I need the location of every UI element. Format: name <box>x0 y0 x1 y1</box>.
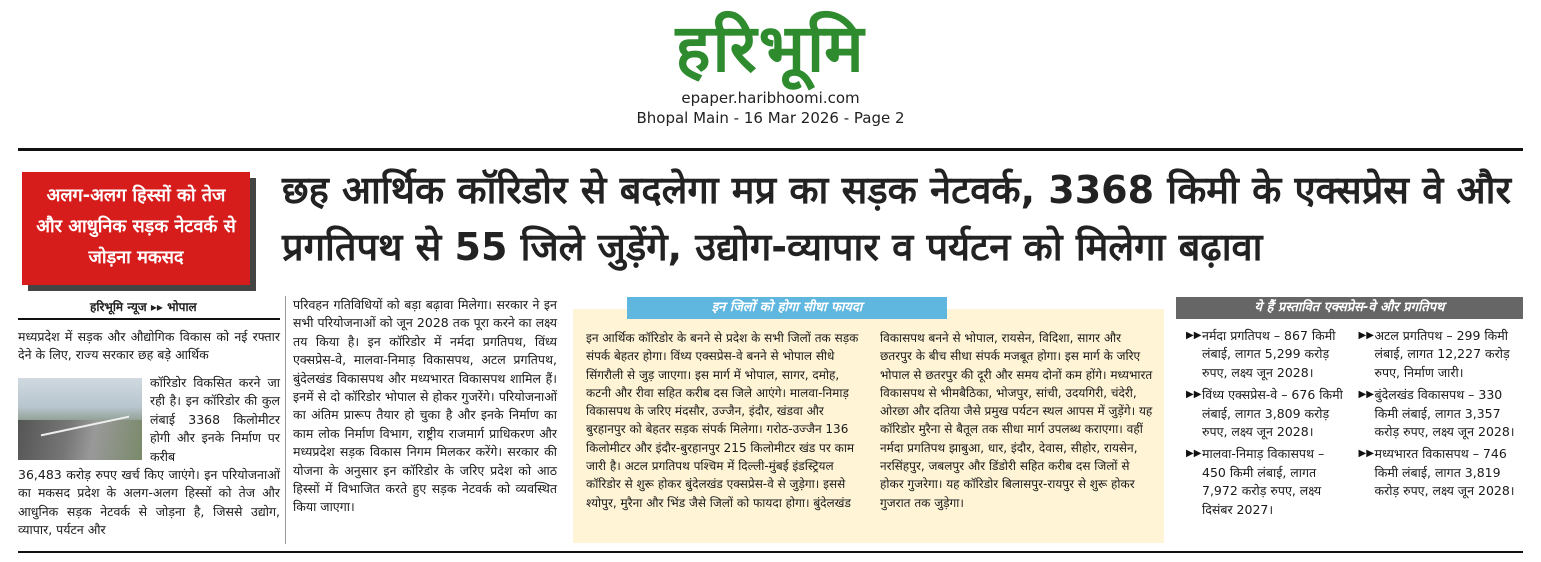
corridor-list-title: ये हैं प्रस्तावित एक्सप्रेस-वे और प्रगतिपथ <box>1176 297 1523 319</box>
list-item: ▶▶ नर्मदा प्रगतिपथ – 867 किमी लंबाई, लागत 5,299 करोड़ रुपए, लक्ष्य जून 2028। <box>1186 328 1336 380</box>
list-item: ▶▶ विंध्य एक्सप्रेस-वे – 676 किमी लंबाई, लागत 3,809 करोड़ रुपए, लक्ष्य जून 2028। <box>1186 387 1343 440</box>
list-item: ▶▶ अटल प्रगतिपथ – 299 किमी लंबाई, लागत 12,227 करोड़ रुपए, निर्माण जारी। <box>1358 328 1510 380</box>
byline-rule <box>18 318 280 320</box>
masthead <box>0 10 1541 128</box>
bottom-rule <box>18 551 1523 553</box>
list-item: ▶▶ बुंदेलखंड विकासपथ – 330 किमी लंबाई, लागत 3,357 करोड़ रुपए, लक्ष्य जून 2028। <box>1358 387 1515 440</box>
col1-intro: मध्यप्रदेश में सड़क और औद्योगिक विकास को नई रफ्तार देने के लिए, राज्य सरकार छह बड़े आर्थिक <box>18 329 280 363</box>
byline: हरिभूमि न्यूज ▸▸ भोपाल <box>90 300 197 314</box>
col1-wrap: कॉरिडोर विकसित करने जा रही है। इन कॉरिडोर की कुल लंबाई 3368 किलोमीटर होगी और इनके निर्माण पर करीब <box>150 375 280 464</box>
districts-panel-title: इन जिलों को होगा सीधा फायदा <box>627 297 947 319</box>
col1-body: 36,483 करोड़ रुपए खर्च किए जाएंगे। इन परियोजनाओं का मकसद प्रदेश के अलग-अलग हिस्सों को तेज और आधुनिक सड़क नेटवर्क से जोड़ना है, जिससे उद्योग, व्यापार, पर्यटन और <box>18 467 280 538</box>
arrow-icon: ▶▶ <box>1186 448 1202 460</box>
corridor-list <box>1186 327 1521 519</box>
column-divider <box>285 296 286 544</box>
kicker-box: अलग-अलग हिस्सों को तेज और आधुनिक सड़क नेटवर्क से जोड़ना मकसद <box>22 172 250 285</box>
list-item: ▶▶ मालवा-निमाड़ विकासपथ – 450 किमी लंबाई, लागत 7,972 करोड़ रुपए, लक्ष्य दिसंबर 2027। <box>1186 446 1325 517</box>
epaper-url[interactable]: epaper.haribhoomi.com <box>681 89 860 107</box>
districts-panel-text-1: इन आर्थिक कॉरिडोर के बनने से प्रदेश के सभी जिलों तक सड़क संपर्क बेहतर होगा। विंध्य एक्सप्रेस-वे बनने से भोपाल सीधे सिंगरौली से जुड़ जाएगा। इस मार्ग में भोपाल, सागर, दमोह, कटनी और रीवा सहित करीब दस जिले आएंगे। मालवा-निमाड़ विकासपथ के जरिए मंदसौर, उज्जैन, इंदौर, खंडवा और बुरहानपुर को बेहतर सड़क संपर्क मिलेगा। गरोठ-उज्जैन 136 किलोमीटर और इंदौर-बुरहानपुर 215 किलोमीटर खंड पर काम जारी है। अटल प्रगतिपथ पश्चिम में दिल्ली-मुंबई इंडस्ट्रियल कॉरिडोर से शुरू होकर बुंदेलखंड एक्सप्रेस-वे से जुड़ेगा। इससे श्योपुर, मुरैना और भिंड जैसे जिलों को फायदा होगा। बुंदेलखंड <box>586 331 859 510</box>
districts-panel-text-2: विकासपथ बनने से भोपाल, रायसेन, विदिशा, सागर और छतरपुर के बीच सीधा संपर्क मजबूत होगा। इस मार्ग के जरिए भोपाल से छतरपुर की दूरी और समय दोनों कम होंगे। मध्यभारत विकासपथ से भीमबैठिका, भोजपुर, सांची, उदयगिरी, चंदेरी, ओरछा और दतिया जैसे प्रमुख पर्यटन स्थल आपस में जुड़ेंगे। यह कॉरिडोर मुरैना से बैतूल तक सीधा मार्ग उपलब्ध कराएगा। वहीं नर्मदा प्रगतिपथ झाबुआ, धार, इंदौर, देवास, सीहोर, रायसेन, नरसिंहपुर, जबलपुर और डिंडोरी सहित करीब दस जिलों से होकर गुजरेगा। यह कॉरिडोर बिलासपुर-रायपुर से शुरू होकर गुजरात तक जुड़ेगा। <box>880 331 1153 510</box>
top-rule <box>18 148 1523 151</box>
arrow-icon: ▶▶ <box>1358 448 1374 460</box>
newspaper-logo: हरिभूमि <box>675 10 866 87</box>
arrow-icon: ▶▶ <box>1358 330 1374 341</box>
col2-body: परिवहन गतिविधियों को बड़ा बढ़ावा मिलेगा। सरकार ने इन सभी परियोजनाओं को जून 2028 तक पूरा करने का लक्ष्य तय किया है। इन कॉरिडोर में नर्मदा प्रगतिपथ, विंध्य एक्सप्रेस-वे, मालवा-निमाड़ विकासपथ, अटल प्रगतिपथ, बुंदेलखंड विकासपथ और मध्यभारत विकासपथ शामिल हैं। इनमें से दो कॉरिडोर भोपाल से होकर गुजरेंगे। परियोजनाओं का अंतिम प्रारूप तैयार हो चुका है और इनके निर्माण का काम लोक निर्माण विभाग, राष्ट्रीय राजमार्ग प्राधिकरण और मध्यप्रदेश सड़क विकास निगम मिलकर करेंगे। सरकार की योजना के अनुसार इन कॉरिडोर के जरिए प्रदेश को आठ हिस्सों में विभाजित करते हुए सड़क नेटवर्क को व्यवस्थित किया जाएगा। <box>293 297 557 515</box>
list-item: ▶▶ मध्यभारत विकासपथ – 746 किमी लंबाई, लागत 3,819 करोड़ रुपए, लक्ष्य जून 2028। <box>1358 446 1515 499</box>
arrow-icon: ▶▶ <box>1186 330 1202 341</box>
arrow-icon: ▶▶ <box>1186 389 1202 401</box>
arrow-icon: ▶▶ <box>1358 389 1374 401</box>
edition-line: Bhopal Main - 16 Mar 2026 - Page 2 <box>636 109 905 127</box>
headline: छह आर्थिक कॉरिडोर से बदलेगा मप्र का सड़क नेटवर्क, 3368 किमी के एक्सप्रेस वे और प्रगतिपथ से 55 जिले जुड़ेंगे, उद्योग-व्यापार व पर्यटन को मिलेगा बढ़ावा <box>282 168 1512 269</box>
